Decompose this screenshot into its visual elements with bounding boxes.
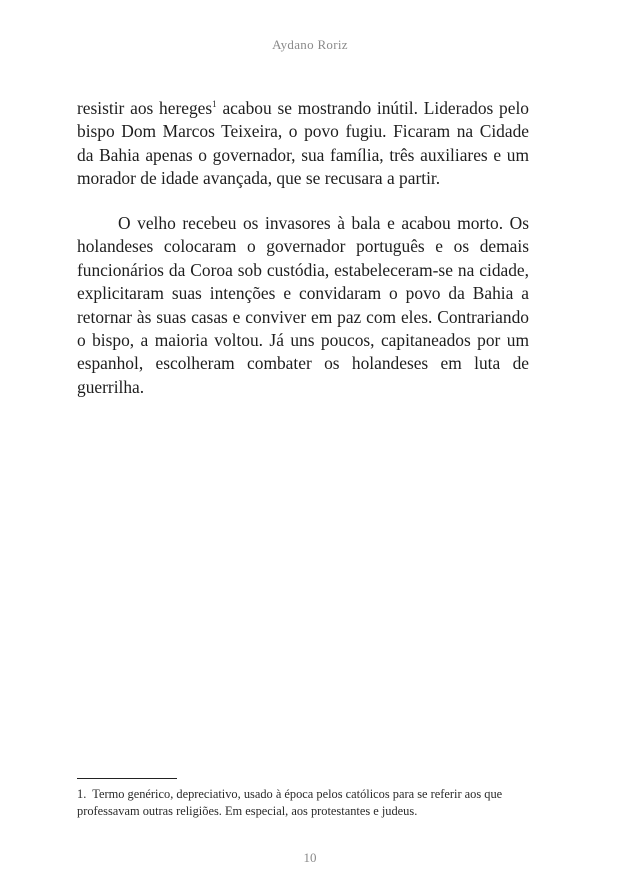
footnote-text: Termo genérico, depreciativo, usado à época pelos católicos para se referir aos que professavam outras religiões. Em especial, aos protestantes e judeus. [77, 787, 503, 818]
paragraph-2: O velho recebeu os invasores à bala e acabou morto. Os holandeses colocaram o governador português e os demais funcionários da Coroa sob custódia, estabeleceram-se na cidade, explicitaram suas intenções e convidaram o povo da Bahia a retornar às suas casas e conviver em paz com eles. Contrariando o bispo, a maioria voltou. Já uns poucos, capitaneados por um espanhol, escolheram combater os holandeses em luta de guerrilha. [77, 213, 529, 397]
paragraph-1-text-start: resistir aos hereges [77, 98, 213, 118]
footnote [77, 786, 532, 820]
footnote-divider [77, 778, 177, 779]
footnote-number: 1. [77, 787, 87, 801]
paragraph-1-text-end: acabou se mostrando inútil. Liderados pelo bispo Dom Marcos Teixeira, o povo fugiu. Ficaram na Cidade da Bahia apenas o governador, sua família, três auxiliares e um morador de idade avançada, que se recusara a partir. [77, 98, 529, 189]
paragraph-1 [77, 97, 529, 191]
page-number: 10 [303, 850, 317, 865]
running-header: Aydano Roriz [272, 37, 348, 52]
footnote-reference-marker: 1 [212, 99, 217, 110]
